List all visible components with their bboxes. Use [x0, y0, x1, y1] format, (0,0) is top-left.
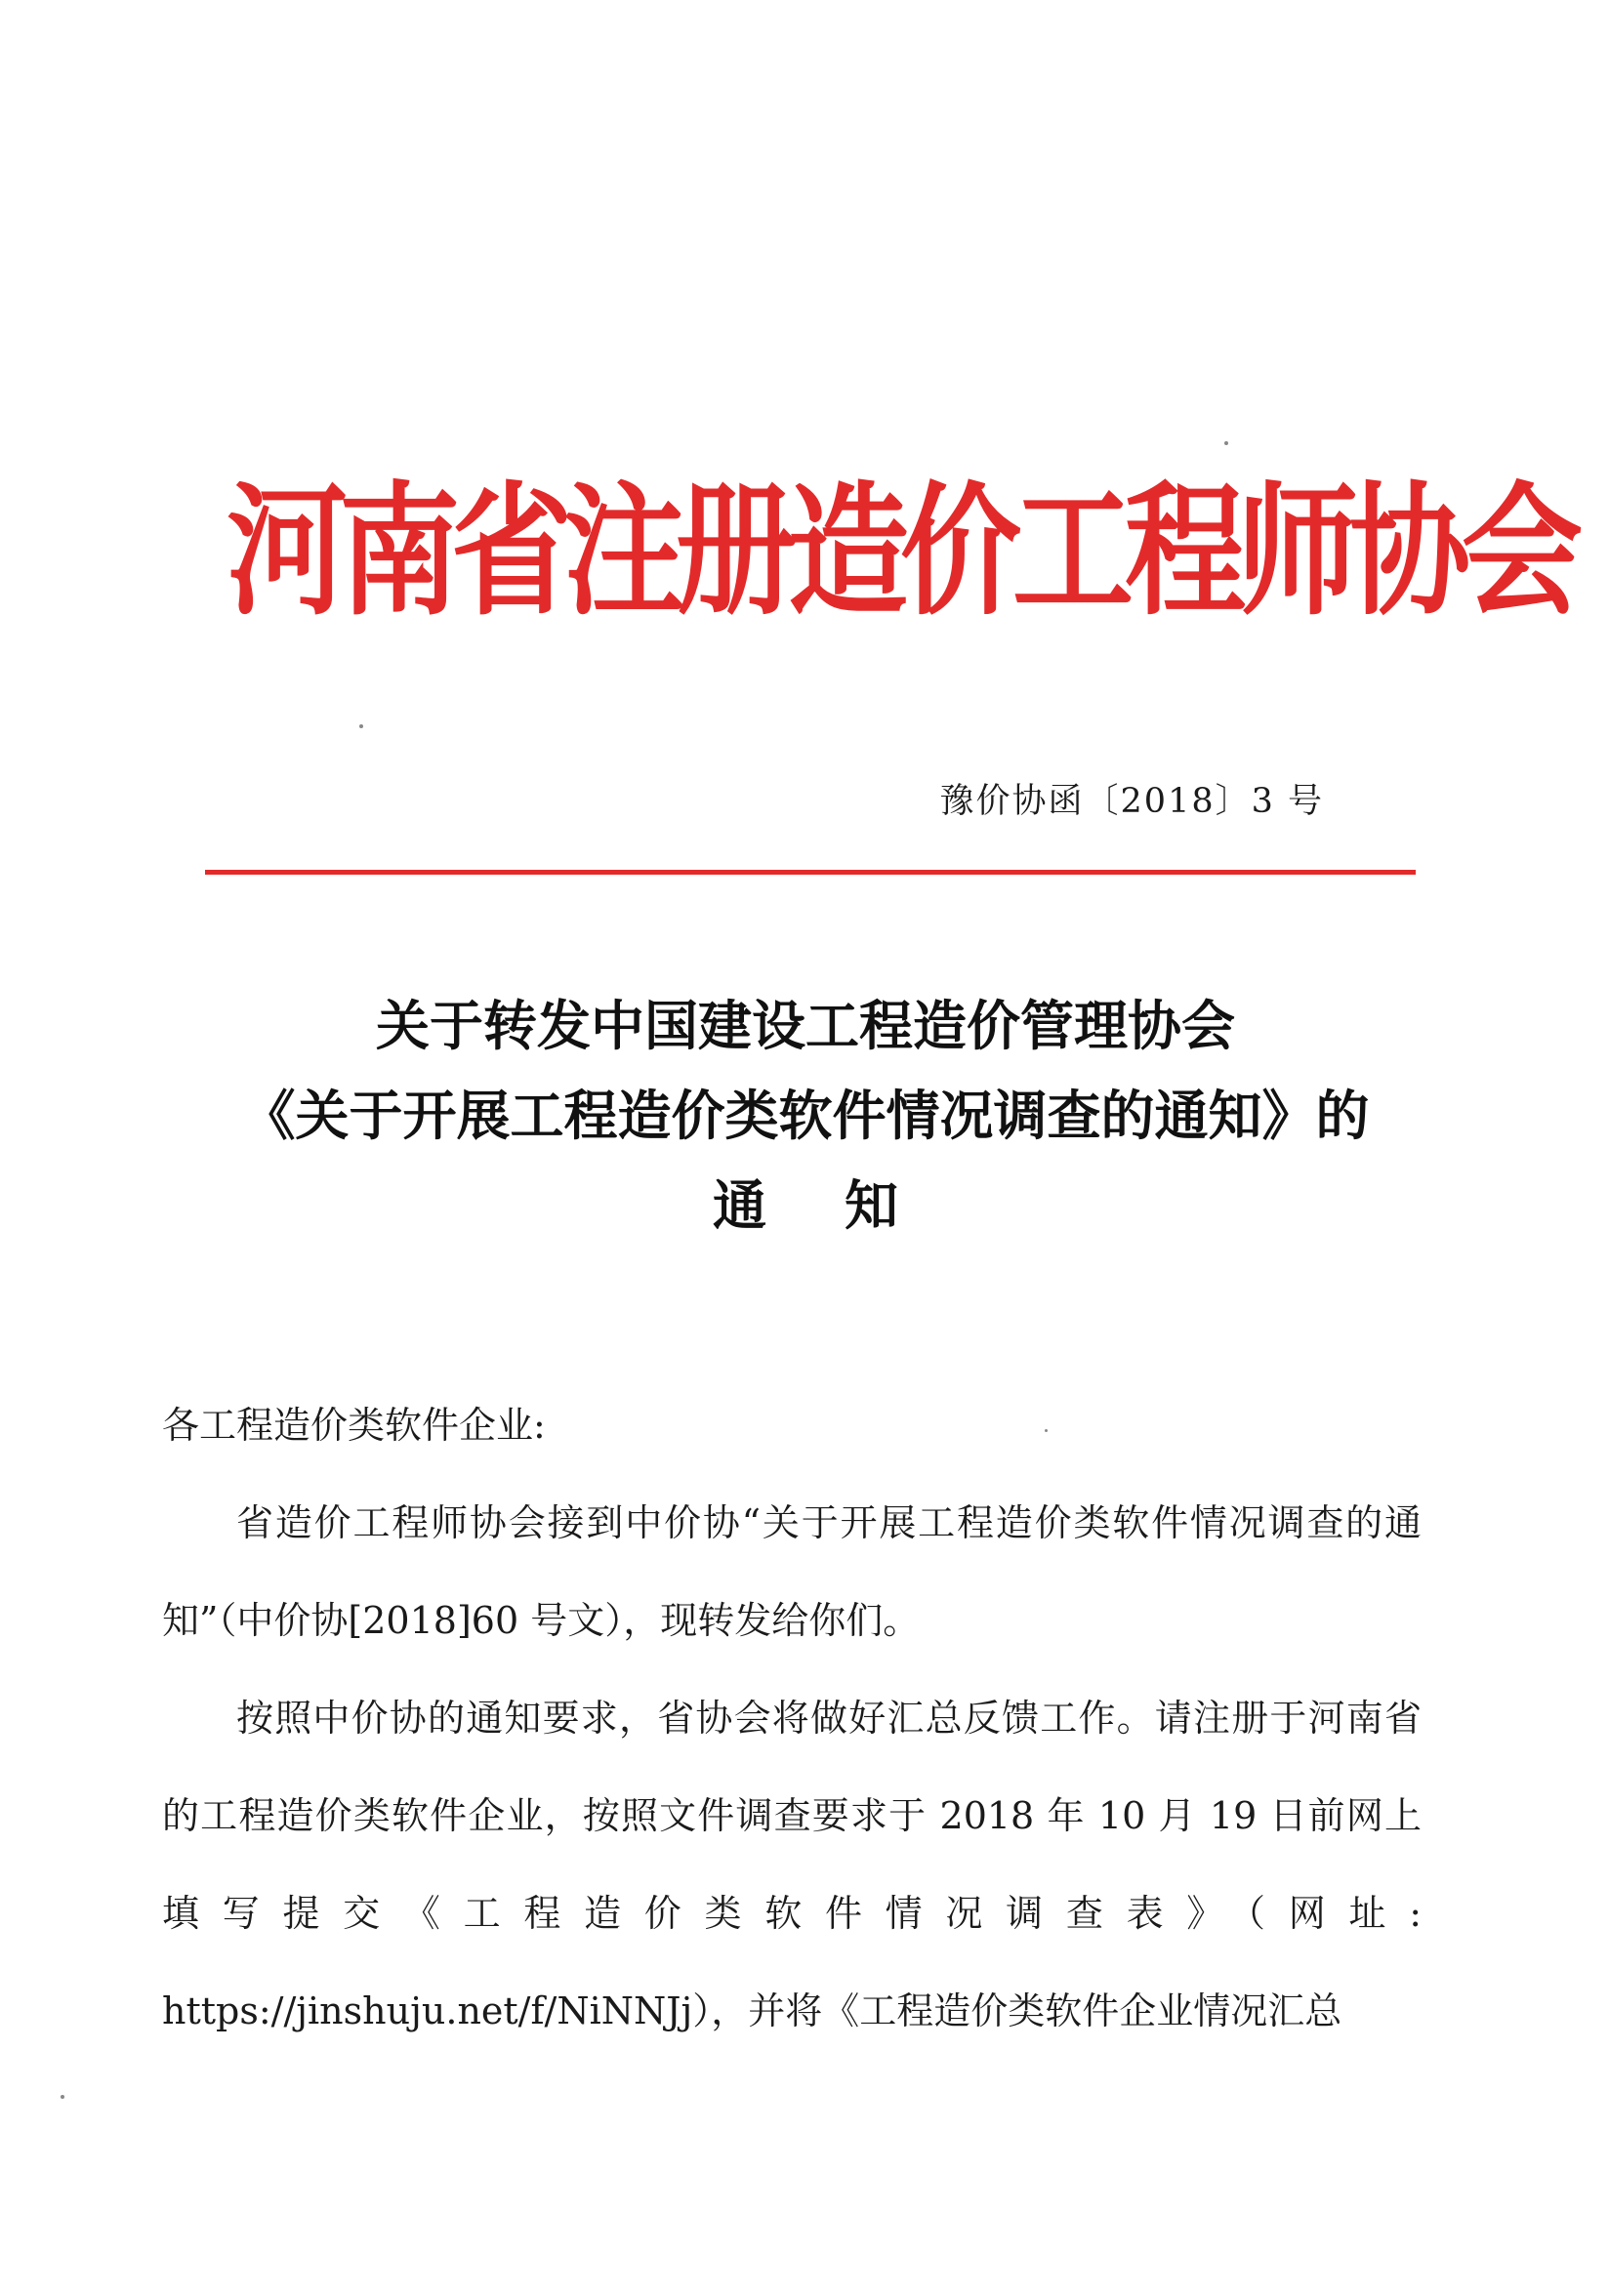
red-divider-line — [205, 870, 1416, 875]
document-title — [156, 981, 1455, 1250]
document-number: 豫价协函〔2018〕3 号 — [939, 782, 1324, 821]
issuer-masthead: 河南省注册造价工程师协会 — [227, 468, 1575, 636]
title-line: 关于转发中国建设工程造价管理协会 — [375, 994, 1235, 1057]
title-line: 通知 — [712, 1173, 976, 1237]
scan-speck — [61, 2095, 64, 2099]
document-body — [162, 1376, 1422, 2060]
body-paragraph: 省造价工程师协会接到中价协“关于开展工程造价类软件情况调查的通知”（中价协[2018]60 号文），现转发给你们。 — [162, 1501, 1422, 1642]
body-paragraph: 按照中价协的通知要求，省协会将做好汇总反馈工作。请注册于河南省的工程造价类软件企业，按照文件调查要求于 2018 年 10 月 19 日前网上填写提交《工程造价类软件情况调查表》（网址: https://jinshuju.net/f/NiNNJj），并将《工程造价类软件企业情况汇总 — [162, 1697, 1422, 2032]
scan-speck — [1224, 441, 1228, 445]
scan-speck — [1045, 1429, 1048, 1432]
title-line: 《关于开展工程造价类软件情况调查的通知》的 — [241, 1084, 1370, 1147]
scan-speck — [359, 724, 363, 728]
salutation: 各工程造价类软件企业: — [162, 1404, 546, 1447]
